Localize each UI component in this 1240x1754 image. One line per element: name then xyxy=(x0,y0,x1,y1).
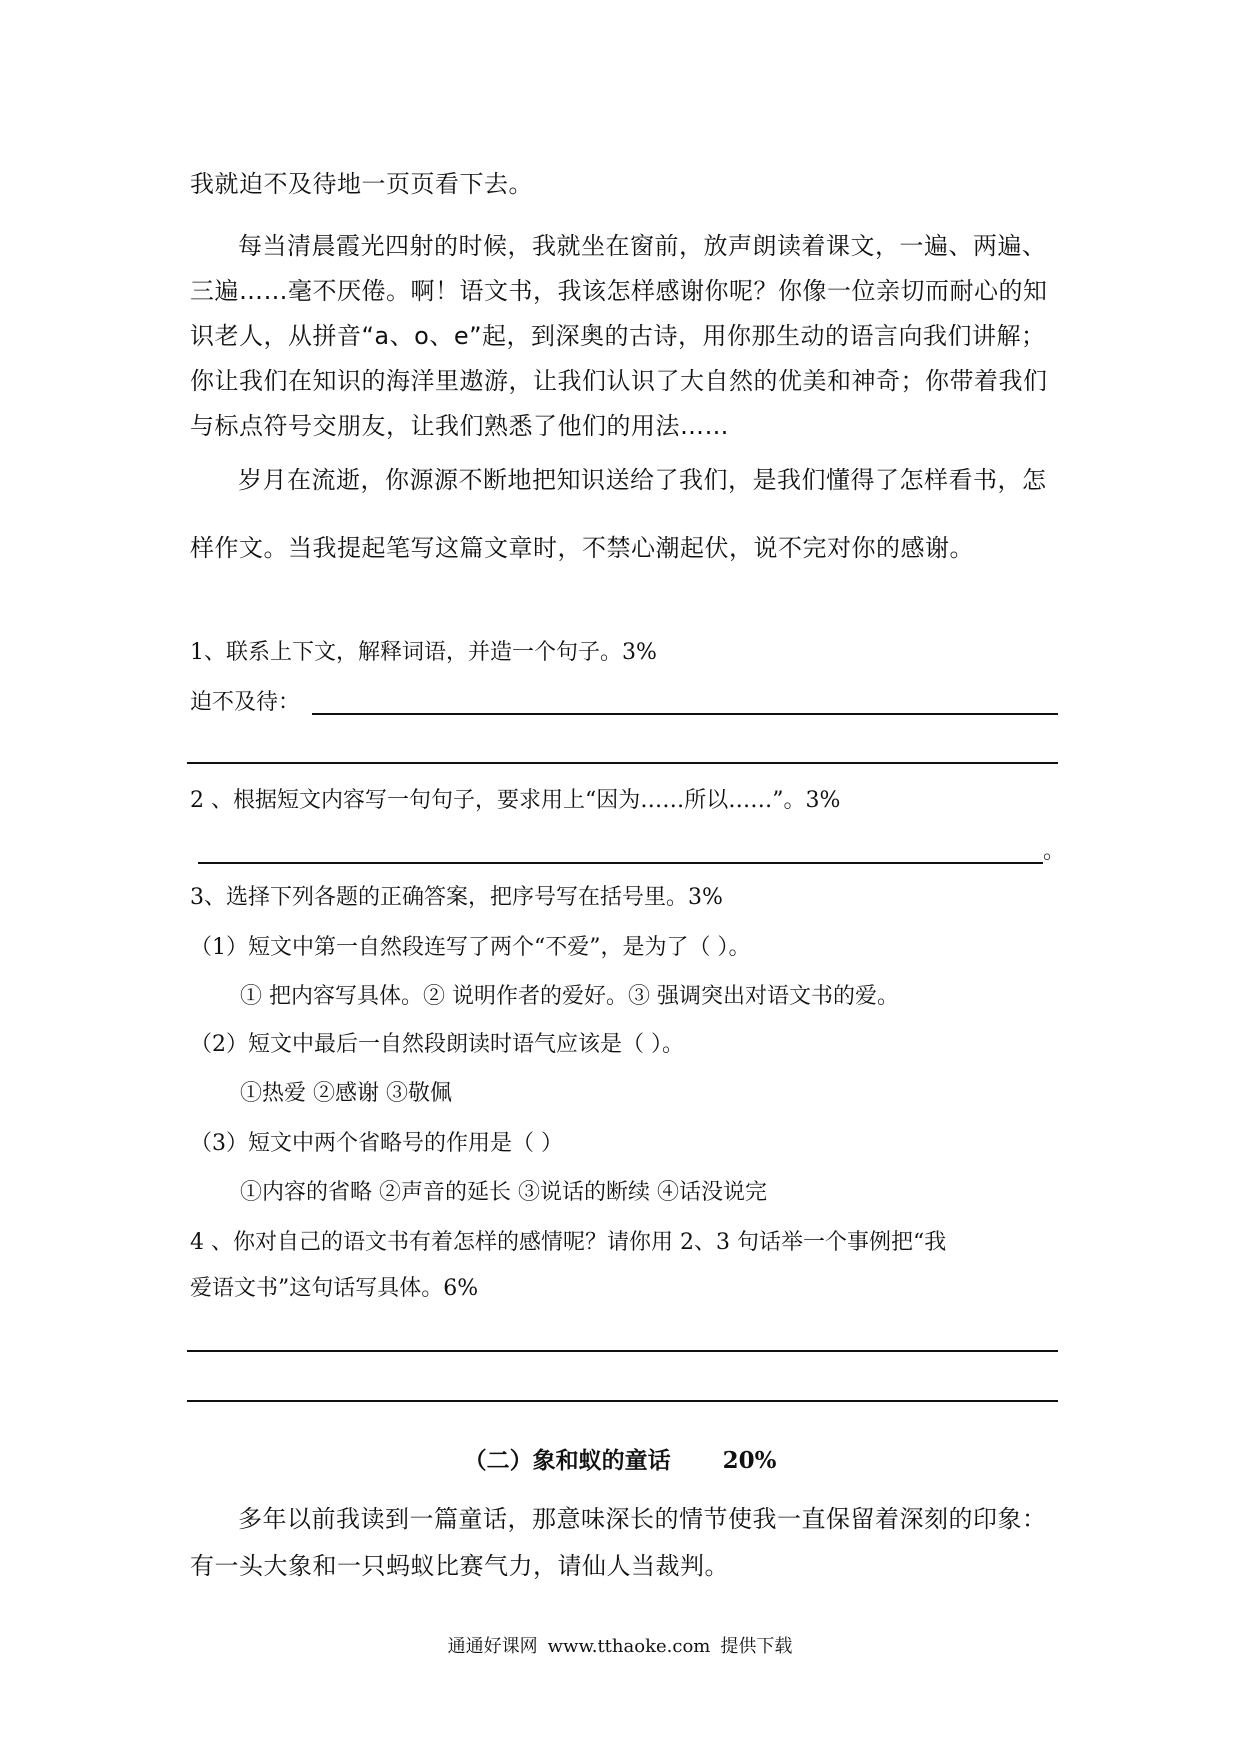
passage-line: 有一头大象和一只蚂蚁比赛气力，请仙人当裁判。 xyxy=(190,1552,729,1580)
section-title-text: （二）象和蚁的童话 xyxy=(463,1447,671,1474)
question-1: 1、联系上下文，解释词语，并造一个句子。3% xyxy=(190,640,657,665)
passage-line: 每当清晨霞光四射的时候，我就坐在窗前，放声朗读着课文，一遍、两遍、 xyxy=(238,232,1047,260)
passage-line: 与标点符号交朋友，让我们熟悉了他们的用法…… xyxy=(190,412,729,440)
passage-line: 样作文。当我提起笔写这篇文章时，不禁心潮起伏，说不完对你的感谢。 xyxy=(190,534,974,562)
passage-line: 多年以前我读到一篇童话，那意味深长的情节使我一直保留着深刻的印象： xyxy=(238,1505,1047,1533)
answer-line[interactable] xyxy=(187,762,1058,764)
footer-url[interactable]: www.tthaoke.com xyxy=(547,1636,711,1657)
passage-line: 识老人，从拼音“a、o、e”起，到深奥的古诗，用你那生动的语言向我们讲解； xyxy=(190,322,1046,350)
question-3-1: （1）短文中第一自然段连写了两个“不爱”，是为了（ ）。 xyxy=(190,935,751,960)
footer-site-name: 通通好课网 xyxy=(447,1636,538,1657)
answer-line[interactable] xyxy=(187,1350,1058,1352)
question-4-line-2: 爱语文书”这句话写具体。6% xyxy=(190,1276,479,1301)
question-3-1-options: ① 把内容写具体。② 说明作者的爱好。③ 强调突出对语文书的爱。 xyxy=(240,984,899,1009)
question-3-2-options: ①热爱 ②感谢 ③敬佩 xyxy=(240,1081,452,1106)
question-1-word: 迫不及待： xyxy=(190,690,301,715)
question-3-3: （3）短文中两个省略号的作用是（ ） xyxy=(190,1131,563,1156)
passage-line: 你让我们在知识的海洋里遨游，让我们认识了大自然的优美和神奇；你带着我们 xyxy=(190,367,1048,395)
footer xyxy=(0,1635,1240,1659)
section-percent: 20% xyxy=(722,1447,777,1474)
question-3-2: （2）短文中最后一自然段朗读时语气应该是（ ）。 xyxy=(190,1032,684,1057)
passage-line: 岁月在流逝，你源源不断地把知识送给了我们，是我们懂得了怎样看书，怎 xyxy=(238,466,1047,494)
passage-line: 三遍……毫不厌倦。啊！语文书，我该怎样感谢你呢？你像一位亲切而耐心的知 xyxy=(190,277,1048,305)
section-title xyxy=(0,1446,1240,1476)
question-3-3-options: ①内容的省略 ②声音的延长 ③说话的断续 ④话没说完 xyxy=(240,1180,767,1205)
question-3: 3、选择下列各题的正确答案，把序号写在括号里。3% xyxy=(190,885,723,910)
answer-line[interactable] xyxy=(198,862,1043,864)
question-4-line-1: 4 、你对自己的语文书有着怎样的感情呢？请你用 2、3 句话举一个事例把“我 xyxy=(190,1230,947,1255)
question-2: 2 、根据短文内容写一句句子，要求用上“因为……所以……”。3% xyxy=(190,788,841,813)
passage-line: 我就迫不及待地一页页看下去。 xyxy=(190,170,533,198)
answer-line[interactable] xyxy=(312,713,1058,715)
footer-suffix: 提供下载 xyxy=(720,1636,793,1657)
answer-line[interactable] xyxy=(187,1400,1058,1402)
question-2-period: 。 xyxy=(1043,839,1066,864)
